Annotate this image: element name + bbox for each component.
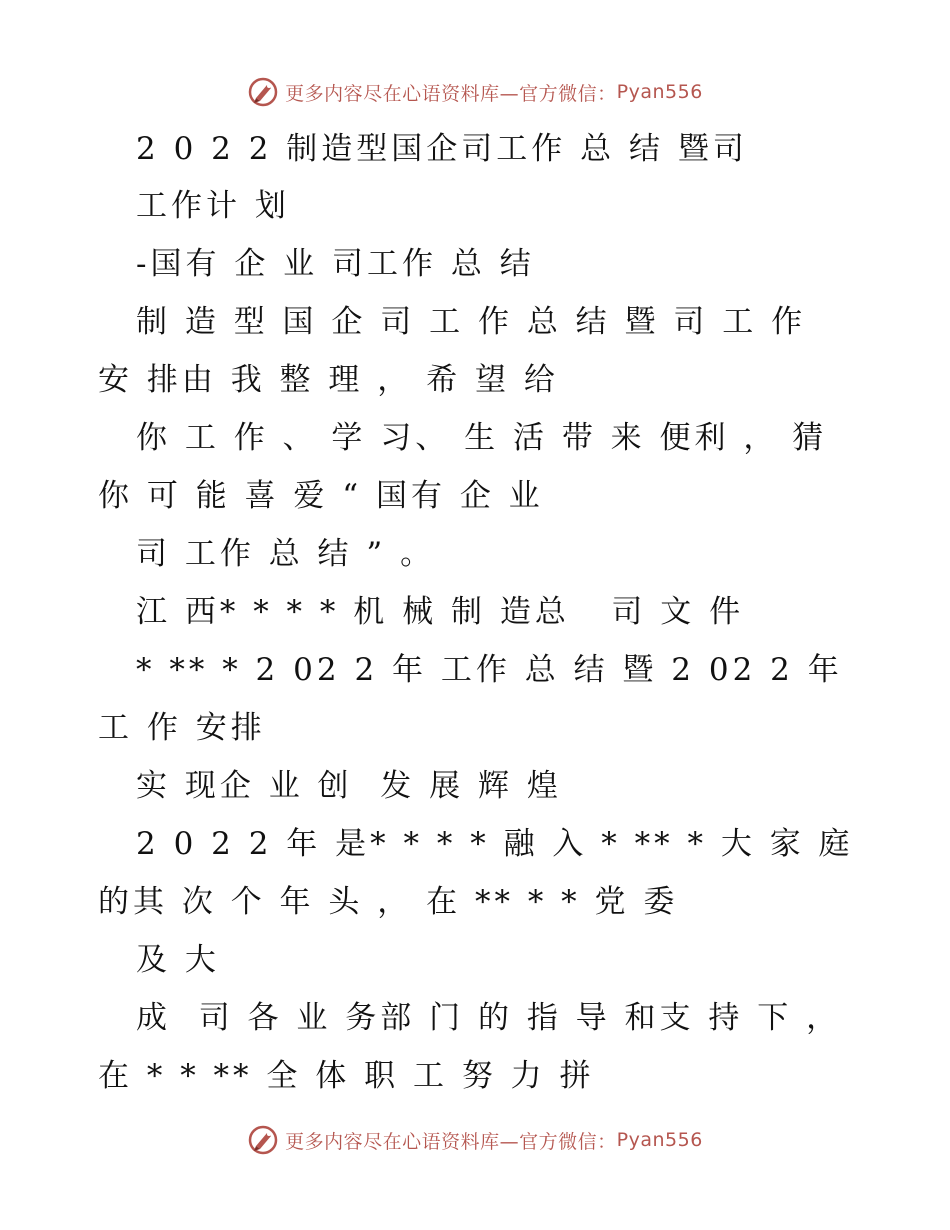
doc-line: 的其 次 个 年 头 ， 在 ** * * 党 委	[98, 884, 679, 920]
doc-line: 工作计 划	[136, 188, 290, 224]
doc-line: 及 大	[136, 942, 220, 978]
doc-line: 工 作 安排	[98, 710, 266, 746]
watermark-wechat-id: Pyan556	[616, 1129, 703, 1151]
watermark-text: 更多内容尽在心语资料库—官方微信：	[285, 82, 617, 105]
doc-line: 司 工作 总 结 ” 。	[136, 536, 436, 572]
doc-line: 实 现企 业 创 发 展 辉 煌	[136, 768, 562, 804]
watermark-footer	[0, 1120, 950, 1160]
doc-line: 2 0 2 2 制造型国企司工作 总 结 暨司	[136, 131, 748, 167]
pen-logo-icon	[247, 76, 279, 108]
doc-line: 制 造 型 国 企 司 工 作 总 结 暨 司 工 作	[136, 304, 807, 340]
pen-logo-icon	[247, 1124, 279, 1156]
watermark-text: 更多内容尽在心语资料库—官方微信：	[285, 1130, 617, 1153]
doc-line: 在 * * ** 全 体 职 工 努 力 拼	[98, 1058, 595, 1094]
doc-line: 你 工 作 、 学 习、 生 活 带 来 便利 ， 猜	[136, 420, 828, 456]
watermark-header	[0, 72, 950, 112]
doc-line: * ** * 2 02 2 年 工作 总 结 暨 2 02 2 年	[136, 652, 843, 688]
watermark-wechat-id: Pyan556	[616, 81, 703, 103]
doc-line: 安 排由 我 整 理 ， 希 望 给	[98, 362, 559, 398]
doc-line: -国有 企 业 司工作 总 结	[136, 246, 535, 282]
doc-line: 你 可 能 喜 爱 “ 国有 企 业	[98, 478, 544, 514]
doc-line: 成 司 各 业 务部 门 的 指 导 和支 持 下 ，	[136, 1000, 842, 1036]
doc-line: 江 西* * * * 机 械 制 造总 司 文 件	[136, 594, 745, 630]
doc-line: 2 0 2 2 年 是* * * * 融 入 * ** * 大 家 庭	[136, 826, 854, 862]
